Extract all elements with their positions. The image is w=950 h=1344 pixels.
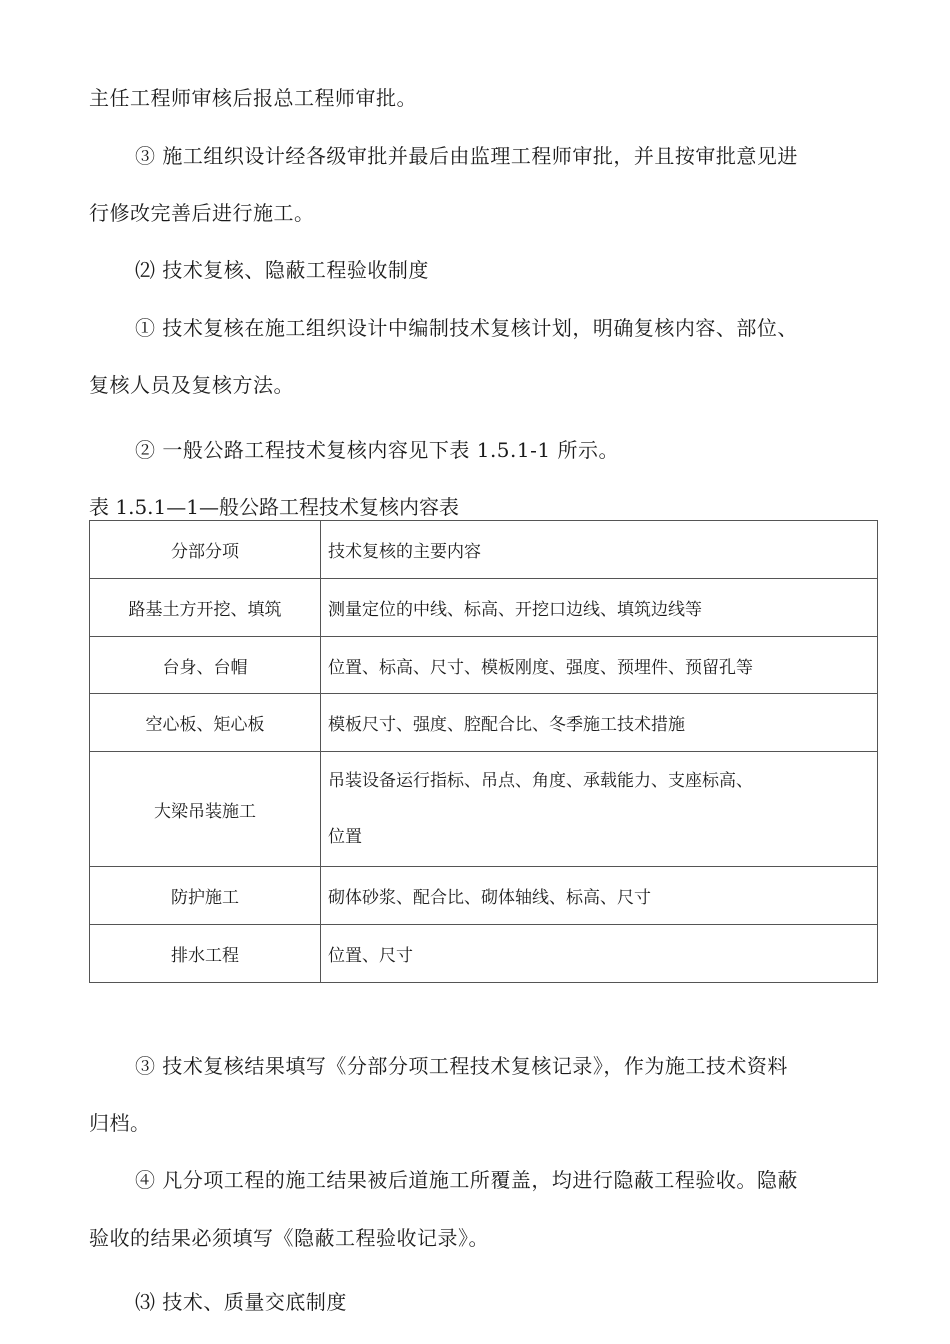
row-item-cell: 台身、台帽 [90,637,321,694]
row-item-cell: 空心板、矩心板 [90,694,321,752]
row-content-line2: 位置 [328,827,362,847]
row-item-cell: 防护施工 [90,867,321,925]
table-row [90,694,878,752]
paragraph-item-3b-line2: 归档。 [89,1111,151,1135]
row-item-cell: 路基土方开挖、填筑 [90,579,321,637]
section-heading-3: ⑶ 技术、质量交底制度 [135,1290,347,1314]
header-cell-content: 技术复核的主要内容 [321,521,878,579]
row-content-cell: 位置、尺寸 [321,925,878,983]
table-row [90,637,878,694]
paragraph-item-3-line1: ③ 施工组织设计经各级审批并最后由监理工程师审批，并且按审批意见进 [135,144,798,168]
row-content-cell: 测量定位的中线、标高、开挖口边线、填筑边线等 [321,579,878,637]
header-cell-item: 分部分项 [90,521,321,579]
row-content-cell: 砌体砂浆、配合比、砌体轴线、标高、尺寸 [321,867,878,925]
paragraph-item-1-line1: ① 技术复核在施工组织设计中编制技术复核计划，明确复核内容、部位、 [135,316,798,340]
row-item-cell: 大梁吊装施工 [90,752,321,867]
table-caption: 表 1.5.1—1—般公路工程技术复核内容表 [89,495,459,519]
row-content-cell: 位置、标高、尺寸、模板刚度、强度、预埋件、预留孔等 [321,637,878,694]
paragraph-item-3b-line1: ③ 技术复核结果填写《分部分项工程技术复核记录》，作为施工技术资料 [135,1054,788,1078]
paragraph-item-4-line1: ④ 凡分项工程的施工结果被后道施工所覆盖，均进行隐蔽工程验收。隐蔽 [135,1168,798,1192]
paragraph-item-3-line2: 行修改完善后进行施工。 [89,201,315,225]
review-content-table [89,520,878,983]
row-content-cell [321,752,878,867]
row-content-line1: 吊装设备运行指标、吊点、角度、承载能力、支座标高、 [328,771,753,791]
table-row [90,752,878,867]
row-item-cell: 排水工程 [90,925,321,983]
table-row [90,867,878,925]
paragraph-item-4-line2: 验收的结果必须填写《隐蔽工程验收记录》。 [89,1226,489,1250]
paragraph-approval-end: 主任工程师审核后报总工程师审批。 [89,86,417,110]
table-header-row [90,521,878,579]
table-row [90,579,878,637]
paragraph-item-2: ② 一般公路工程技术复核内容见下表 1.5.1-1 所示。 [135,438,619,462]
section-heading-2: ⑵ 技术复核、隐蔽工程验收制度 [135,258,429,282]
table-row [90,925,878,983]
paragraph-item-1-line2: 复核人员及复核方法。 [89,373,294,397]
row-content-cell: 模板尺寸、强度、腔配合比、冬季施工技术措施 [321,694,878,752]
